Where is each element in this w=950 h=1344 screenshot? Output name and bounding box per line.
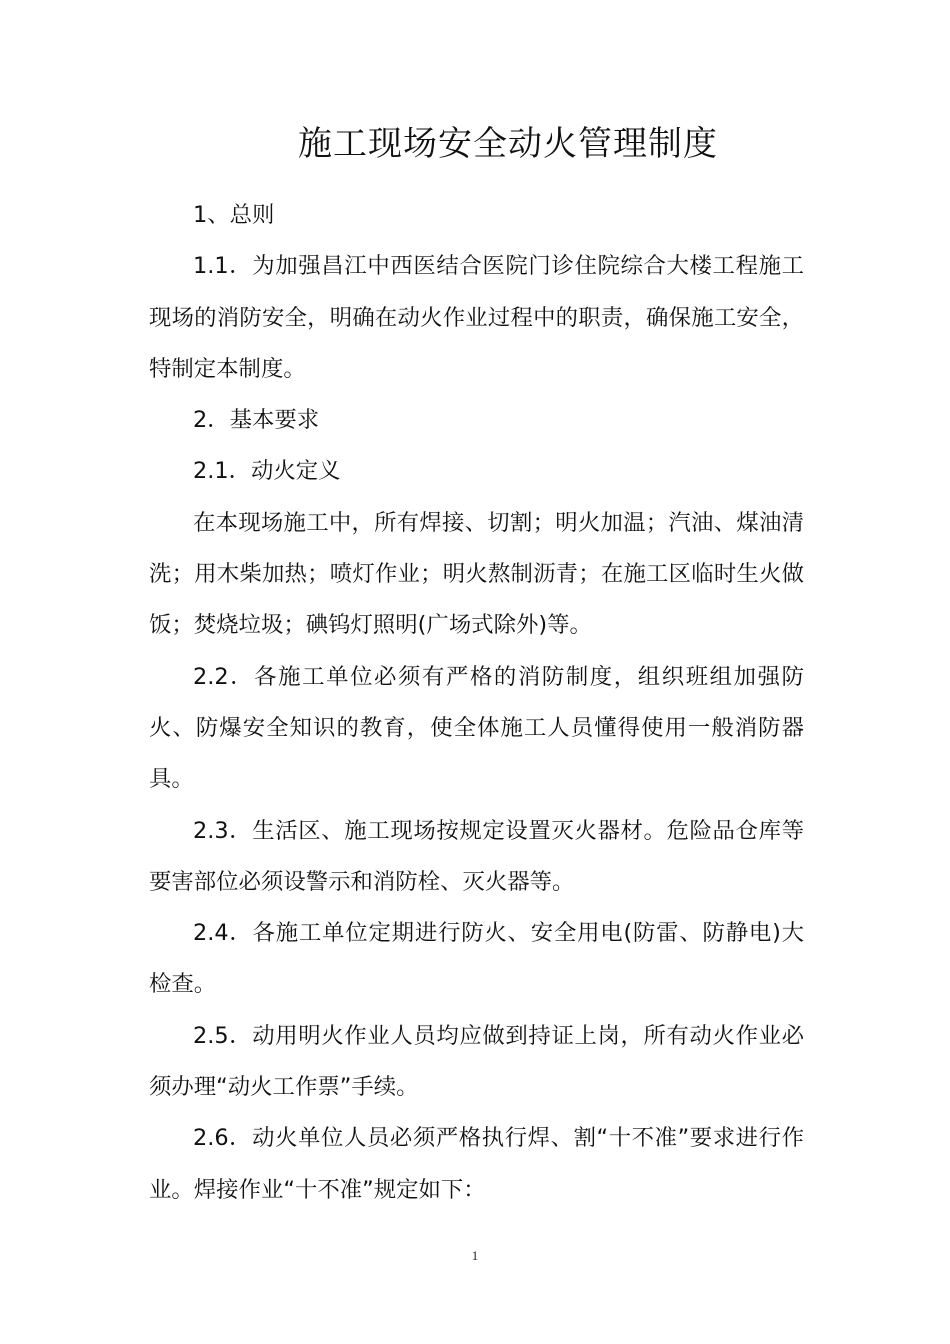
paragraph-2-3: 2.3．生活区、施工现场按规定设置灭火器材。危险品仓库等要害部位必须设警示和消防栓、灭火器等。 (149, 817, 804, 895)
page-title: 施工现场安全动火管理制度 (298, 124, 718, 164)
paragraph-2-6: 2.6．动火单位人员必须严格执行焊、割“十不准”要求进行作业。焊接作业“十不准”规定如下： (149, 1125, 804, 1203)
paragraph-2-2: 2.2．各施工单位必须有严格的消防制度，组织班组加强防火、防爆安全知识的教育，使全体施工人员懂得使用一般消防器具。 (149, 663, 804, 793)
section-heading-general: 1、总则 (193, 202, 275, 228)
paragraph-2-5: 2.5．动用明火作业人员均应做到持证上岗，所有动火作业必须办理“动火工作票”手续。 (149, 1022, 804, 1101)
section-heading-basic-requirements: 2．基本要求 (193, 407, 320, 434)
page-number: 1 (471, 1248, 479, 1263)
subheading-2-1: 2.1．动火定义 (193, 458, 341, 485)
document-body (149, 190, 804, 1216)
paragraph-hot-work-definition: 在本现场施工中，所有焊接、切割；明火加温；汽油、煤油清洗；用木柴加热；喷灯作业；明火熬制沥青；在施工区临时生火做饭；焚烧垃圾；碘钨灯照明(广场式除外)等。 (149, 509, 804, 639)
paragraph-1-1: 1.1．为加强昌江中西医结合医院门诊住院综合大楼工程施工现场的消防安全，明确在动火作业过程中的职责，确保施工安全，特制定本制度。 (149, 253, 804, 382)
paragraph-2-4: 2.4．各施工单位定期进行防火、安全用电(防雷、防静电)大检查。 (149, 920, 804, 998)
